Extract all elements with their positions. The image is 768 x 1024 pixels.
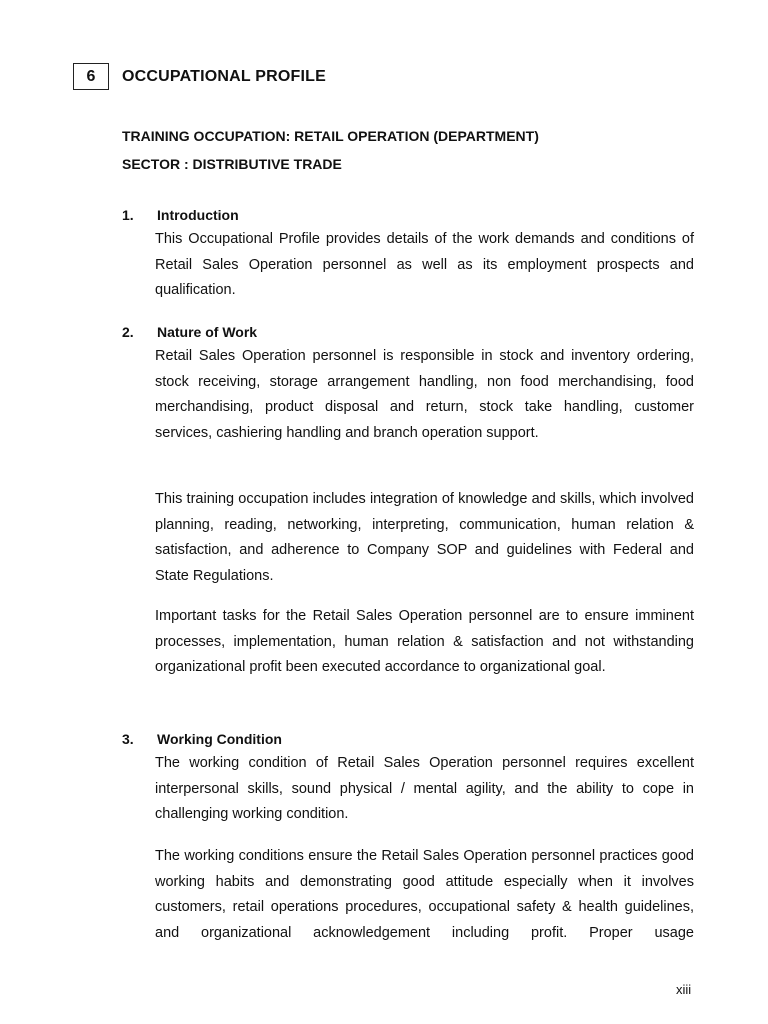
section-2-number: 2.: [122, 324, 134, 340]
chapter-number-box: 6: [73, 63, 109, 90]
section-1-number: 1.: [122, 207, 134, 223]
section-2-title: Nature of Work: [157, 324, 258, 340]
section-1-paragraph-1: This Occupational Profile provides details of the work demands and conditions of Retail Sales Operation personnel as well as its employment prospects and qualification.: [155, 231, 694, 298]
section-3-title: Working Condition: [157, 731, 282, 747]
training-occupation-heading: TRAINING OCCUPATION: RETAIL OPERATION (DEPARTMENT): [122, 128, 539, 144]
section-3-number: 3.: [122, 731, 134, 747]
sector-heading: SECTOR : DISTRIBUTIVE TRADE: [122, 156, 342, 172]
section-2-paragraph-2: This training occupation includes integration of knowledge and skills, which involved planning, reading, networking, interpreting, communication, human relation & satisfaction, and adherence to Company SOP and guidelines with Federal and State Regulations.: [155, 491, 694, 584]
section-2-paragraph-3: Important tasks for the Retail Sales Operation personnel are to ensure imminent processes, implementation, human relation & satisfaction and not withstanding organizational profit been executed accordance to organizational goal.: [155, 608, 694, 675]
section-3-paragraph-1: The working condition of Retail Sales Operation personnel requires excellent interpersonal skills, sound physical / mental agility, and the ability to cope in challenging working condition.: [155, 755, 694, 822]
section-3-paragraph-2: The working conditions ensure the Retail Sales Operation personnel practices good working habits and demonstrating good attitude especially when it involves customers, retail operations procedures, occupational safety & health guidelines, and organizational acknowledgement including profit. Proper usage: [155, 848, 694, 941]
section-1-title: Introduction: [157, 207, 239, 223]
chapter-title: OCCUPATIONAL PROFILE: [122, 68, 326, 85]
page-number: xiii: [676, 982, 692, 997]
section-2-paragraph-1: Retail Sales Operation personnel is responsible in stock and inventory ordering, stock receiving, storage arrangement handling, non food merchandising, food merchandising, product disposal and return, stock take handling, customer services, cashiering handling and branch operation support.: [155, 348, 694, 441]
